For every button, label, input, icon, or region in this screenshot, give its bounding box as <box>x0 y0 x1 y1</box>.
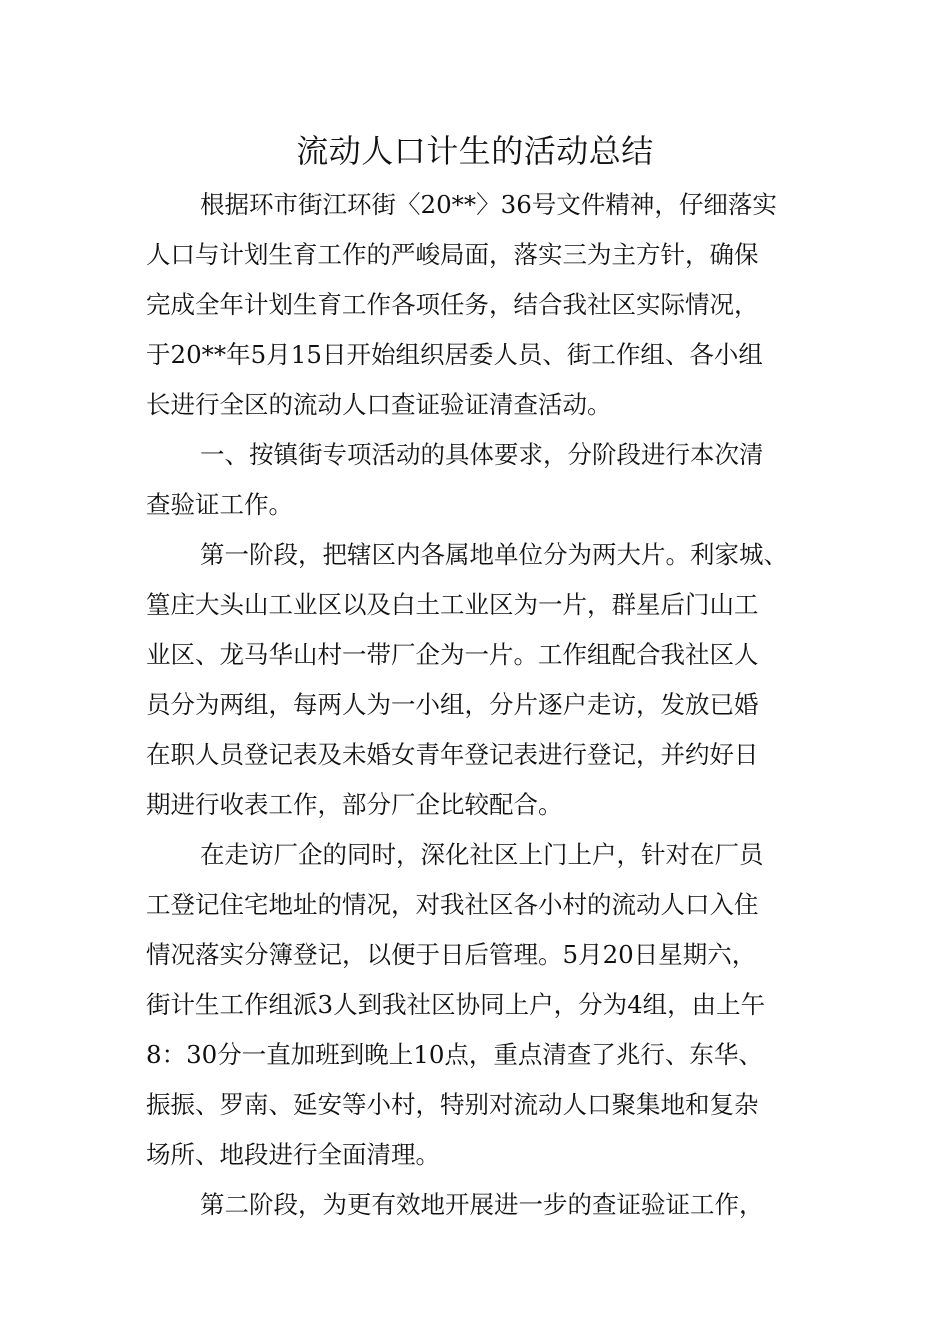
paragraph-line: 场所、地段进行全面清理。 <box>146 1140 440 1169</box>
paragraph-line: 一、按镇街专项活动的具体要求，分阶段进行本次清 <box>200 440 764 469</box>
paragraph-line: 期进行收表工作，部分厂企比较配合。 <box>146 790 563 819</box>
paragraph-line: 工登记住宅地址的情况，对我社区各小村的流动人口入住 <box>146 890 759 919</box>
paragraph-line: 查验证工作。 <box>146 490 293 519</box>
paragraph-line: 完成全年计划生育工作各项任务，结合我社区实际情况， <box>146 290 759 319</box>
paragraph-line: 于20**年5月15日开始组织居委人员、街工作组、各小组 <box>146 340 763 369</box>
paragraph-line: 人口与计划生育工作的严峻局面，落实三为主方针，确保 <box>146 240 759 269</box>
paragraph-line: 在走访厂企的同时，深化社区上门上户，针对在厂员 <box>200 840 764 869</box>
paragraph-line: 长进行全区的流动人口查证验证清查活动。 <box>146 390 612 419</box>
paragraph-line: 情况落实分簿登记，以便于日后管理。5月20日星期六， <box>146 940 757 969</box>
paragraph-line: 第二阶段，为更有效地开展进一步的查证验证工作， <box>200 1190 764 1219</box>
paragraph-line: 在职人员登记表及未婚女青年登记表进行登记，并约好日 <box>146 740 759 769</box>
paragraph-line: 振振、罗南、延安等小村，特别对流动人口聚集地和复杂 <box>146 1090 759 1119</box>
paragraph-line: 第一阶段，把辖区内各属地单位分为两大片。利家城、 <box>200 540 788 569</box>
paragraph-line: 根据环市街江环街〈20**〉36号文件精神，仔细落实 <box>200 190 777 219</box>
paragraph-line: 业区、龙马华山村一带厂企为一片。工作组配合我社区人 <box>146 640 759 669</box>
paragraph-line: 篁庄大头山工业区以及白土工业区为一片，群星后门山工 <box>146 590 759 619</box>
paragraph-line: 街计生工作组派3人到我社区协同上户，分为4组，由上午 <box>146 990 766 1019</box>
paragraph-line: 8：30分一直加班到晚上10点，重点清查了兆行、东华、 <box>146 1040 763 1069</box>
document-title: 流动人口计生的活动总结 <box>296 132 654 170</box>
paragraph-line: 员分为两组，每两人为一小组，分片逐户走访，发放已婚 <box>146 690 759 719</box>
